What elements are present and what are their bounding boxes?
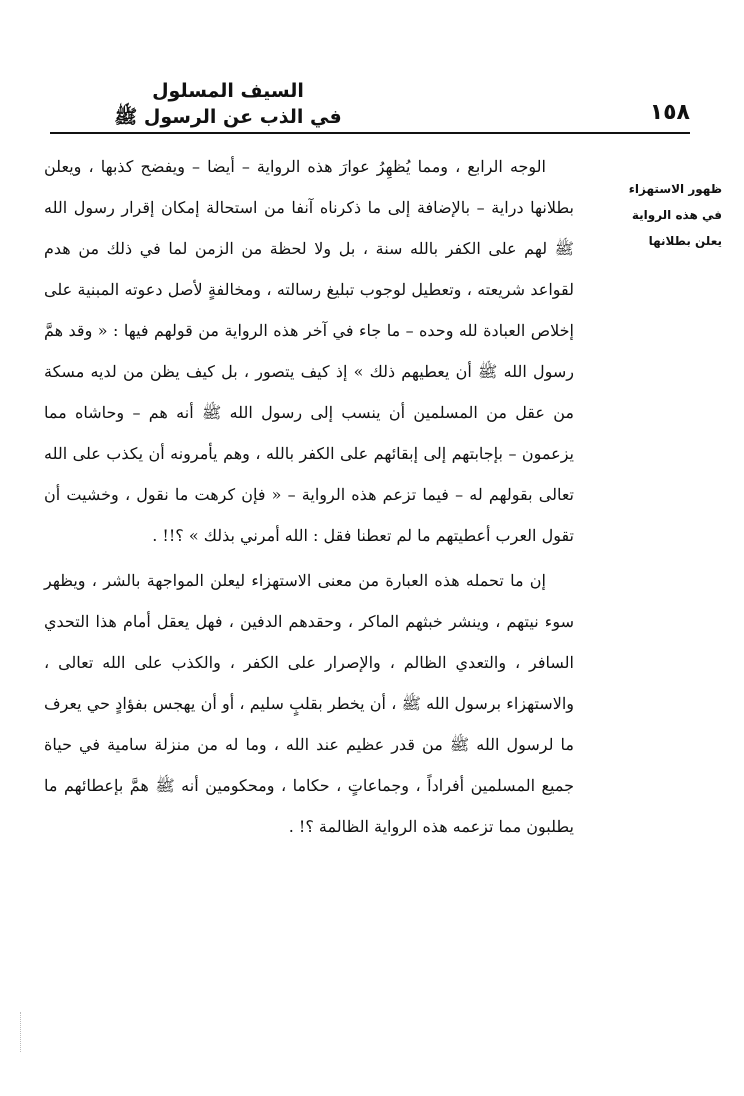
paragraph: الوجه الرابع ، ومما يُظهِرُ عوارَ هذه الرواية – أيضا – ويفضح كذبها ، ويعلن بطلانها دراية – بالإضافة إلى ما ذكرناه آنفا من استحالة إمكان إقرار رسول الله ﷺ لهم على الكفر بالله سنة ، بل ولا لحظة من الزمن لما في ذلك من هدم لقواعد شريعته ، وتعطيل لوجوب تبليغ رسالته ، ومخالفةٍ لأصل دعوته المبنية على إخلاص العبادة لله وحده – ما جاء في آخر هذه الرواية من قولهم فيها : « وقد همَّ رسول الله ﷺ أن يعطيهم ذلك » إذ كيف يتصور ، بل كيف يظن من لديه مسكة من عقل من المسلمين أن ينسب إلى رسول الله ﷺ أنه هم – وحاشاه مما يزعمون – بإجابتهم إلى إبقائهم على الكفر بالله ، وهم يأمرونه أن يكذب على الله تعالى بقولهم له – فيما تزعم هذه الرواية – « فإن كرهت ما نقول ، وخشيت أن تقول العرب أعطيتهم ما لم تعطنا فقل : الله أمرني بذلك » ؟!! .	[44, 157, 575, 545]
book-title-line-1: السيف المسلول	[152, 80, 304, 102]
margin-note-line: يعلن بطلانها	[648, 234, 722, 248]
header-divider	[50, 132, 690, 134]
scan-edge-mark	[20, 1012, 22, 1052]
page-header	[50, 78, 690, 134]
margin-note	[612, 176, 722, 254]
margin-note-line: في هذه الرواية	[631, 208, 722, 222]
margin-note-line: ظهور الاستهزاء	[628, 182, 722, 196]
book-title	[98, 78, 358, 130]
book-title-line-2: في الذب عن الرسول ﷺ	[114, 106, 342, 128]
paragraph: إن ما تحمله هذه العبارة من معنى الاستهزاء ليعلن المواجهة بالشر ، ويظهر سوء نيتهم ، وينشر خبثهم الماكر ، وحقدهم الدفين ، فهل يعقل أمام هذا التحدي السافر ، والتعدي الظالم ، والإصرار على الكفر ، والكذب على الله تعالى ، والاستهزاء برسول الله ﷺ ، أن يخطر بقلبٍ سليم ، أو أن يهجس بفؤادٍ حي يعرف ما لرسول الله ﷺ من قدر عظيم عند الله ، وما له من منزلة سامية في حياة جميع المسلمين أفراداً ، وجماعاتٍ ، حكاما ، ومحكومين أنه ﷺ همَّ بإعطائهم ما يطلبون مما تزعمه هذه الرواية الظالمة ؟! .	[44, 571, 574, 836]
body-text	[44, 146, 574, 847]
page-number: ١٥٨	[649, 100, 690, 125]
